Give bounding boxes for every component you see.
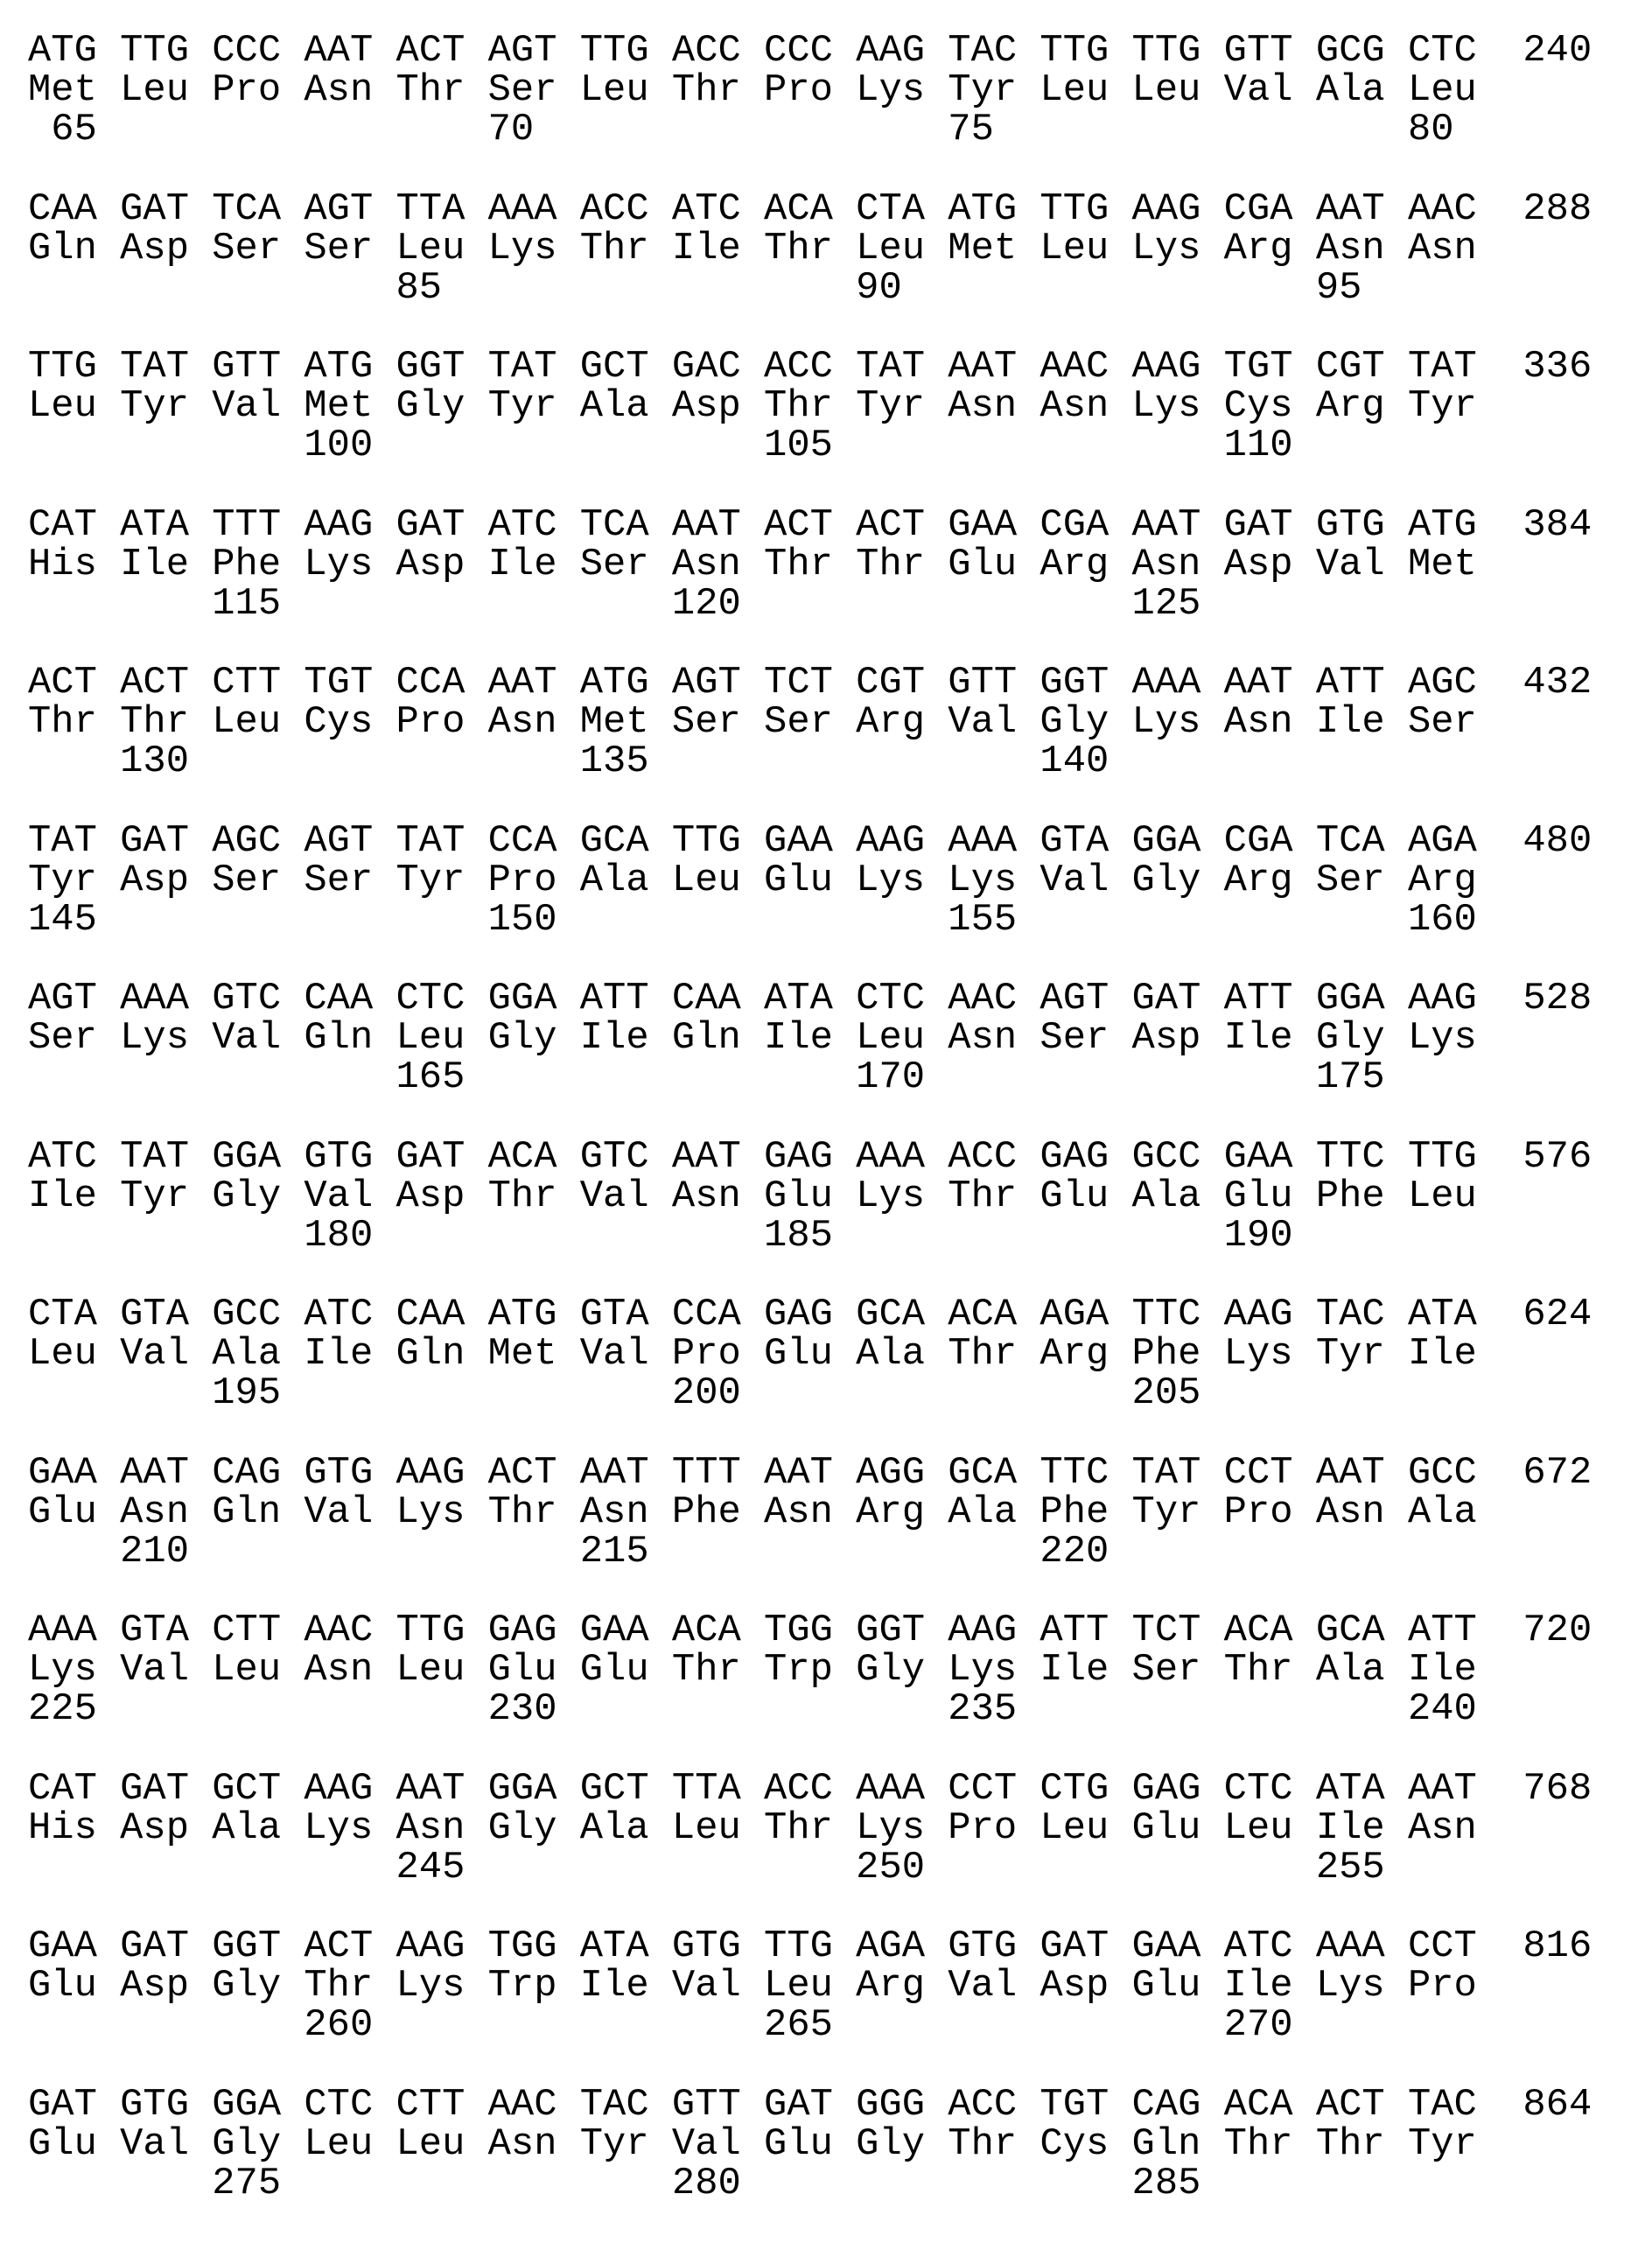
codon-line: GAA AAT CAG GTG AAG ACT AAT TTT AAT AGG GCA TTC TAT CCT AAT GCC 672 [28,1454,1592,1493]
sequence-block-12 [28,1770,1592,1928]
amino-acid-line: Gln Asp Ser Ser Leu Lys Thr Ile Thr Leu Met Leu Lys Arg Asn Asn [28,229,1592,269]
residue-number-line: 195 200 205 [28,1374,1592,1413]
nucleotide-position: 720 [1522,1609,1592,1652]
amino-acid-line: His Ile Phe Lys Asp Ile Ser Asn Thr Thr Glu Arg Asn Asp Val Met [28,545,1592,585]
codon-line: GAT GTG GGA CTC CTT AAC TAC GTT GAT GGG ACC TGT CAG ACA ACT TAC 864 [28,2085,1592,2125]
amino-acid-line: Glu Asp Gly Thr Lys Trp Ile Val Leu Arg Val Asp Glu Ile Lys Pro [28,1966,1592,2006]
sequence-block-1 [28,32,1592,190]
nucleotide-position: 576 [1522,1136,1592,1179]
residue-number-line: 85 90 95 [28,269,1592,308]
residue-number-line: 260 265 270 [28,2006,1592,2045]
amino-acid-line: Leu Val Ala Ile Gln Met Val Pro Glu Ala Thr Arg Phe Lys Tyr Ile [28,1335,1592,1374]
codon-line: CTA GTA GCC ATC CAA ATG GTA CCA GAG GCA ACA AGA TTC AAG TAC ATA 624 [28,1295,1592,1335]
residue-number-line: 115 120 125 [28,585,1592,624]
amino-acid-line: Leu Tyr Val Met Gly Tyr Ala Asp Thr Tyr Asn Asn Lys Cys Arg Tyr [28,387,1592,426]
nucleotide-position: 288 [1522,188,1592,231]
sequence-block-9 [28,1295,1592,1454]
residue-number-line: 210 215 220 [28,1532,1592,1572]
residue-number-line: 245 250 255 [28,1848,1592,1888]
nucleotide-position: 336 [1522,346,1592,389]
amino-acid-line: Glu Val Gly Leu Leu Asn Tyr Val Glu Gly Thr Cys Gln Thr Thr Tyr [28,2125,1592,2164]
codon-line: CAT GAT GCT AAG AAT GGA GCT TTA ACC AAA CCT CTG GAG CTC ATA AAT 768 [28,1770,1592,1809]
sequence-block-14 [28,2085,1592,2243]
residue-number-line: 145 150 155 160 [28,901,1592,940]
nucleotide-position: 768 [1522,1768,1592,1811]
residue-number-line: 100 105 110 [28,426,1592,466]
sequence-block-11 [28,1611,1592,1770]
amino-acid-line: Lys Val Leu Asn Leu Glu Glu Thr Trp Gly Lys Ile Ser Thr Ala Ile [28,1651,1592,1690]
residue-number-line: 180 185 190 [28,1216,1592,1256]
amino-acid-line: Glu Asn Gln Val Lys Thr Asn Phe Asn Arg Ala Phe Tyr Pro Asn Ala [28,1493,1592,1532]
nucleotide-position: 432 [1522,662,1592,704]
sequence-block-10 [28,1454,1592,1612]
nucleotide-position: 384 [1522,504,1592,547]
codon-line: CAA GAT TCA AGT TTA AAA ACC ATC ACA CTA ATG TTG AAG CGA AAT AAC 288 [28,190,1592,229]
residue-number-line: 130 135 140 [28,742,1592,782]
codon-line: ACT ACT CTT TGT CCA AAT ATG AGT TCT CGT GTT GGT AAA AAT ATT AGC 432 [28,663,1592,703]
nucleotide-position: 624 [1522,1293,1592,1336]
codon-line: ATG TTG CCC AAT ACT AGT TTG ACC CCC AAG TAC TTG TTG GTT GCG CTC 240 [28,32,1592,71]
amino-acid-line: Ile Tyr Gly Val Asp Thr Val Asn Glu Lys Thr Glu Ala Glu Phe Leu [28,1177,1592,1216]
sequence-block-13 [28,1927,1592,2085]
sequence-block-2 [28,190,1592,348]
nucleotide-position: 240 [1522,30,1592,73]
codon-line: CAT ATA TTT AAG GAT ATC TCA AAT ACT ACT GAA CGA AAT GAT GTG ATG 384 [28,506,1592,545]
residue-number-line: 225 230 235 240 [28,1690,1592,1729]
amino-acid-line: Thr Thr Leu Cys Pro Asn Met Ser Ser Arg Val Gly Lys Asn Ile Ser [28,703,1592,742]
sequence-block-8 [28,1138,1592,1296]
residue-number-line: 165 170 175 [28,1058,1592,1097]
codon-line: AGT AAA GTC CAA CTC GGA ATT CAA ATA CTC AAC AGT GAT ATT GGA AAG 528 [28,979,1592,1019]
nucleotide-position: 816 [1522,1925,1592,1968]
amino-acid-line: Ser Lys Val Gln Leu Gly Ile Gln Ile Leu Asn Ser Asp Ile Gly Lys [28,1019,1592,1058]
residue-number-line: 65 70 75 80 [28,110,1592,150]
codon-line: TAT GAT AGC AGT TAT CCA GCA TTG GAA AAG AAA GTA GGA CGA TCA AGA 480 [28,822,1592,861]
codon-line: TTG TAT GTT ATG GGT TAT GCT GAC ACC TAT AAT AAC AAG TGT CGT TAT 336 [28,347,1592,387]
nucleotide-position: 480 [1522,820,1592,863]
nucleotide-position: 864 [1522,2084,1592,2127]
sequence-block-4 [28,506,1592,664]
amino-acid-line: Tyr Asp Ser Ser Tyr Pro Ala Leu Glu Lys Lys Val Gly Arg Ser Arg [28,861,1592,901]
residue-number-line: 275 280 285 [28,2164,1592,2204]
sequence-block-6 [28,822,1592,980]
codon-line: ATC TAT GGA GTG GAT ACA GTC AAT GAG AAA ACC GAG GCC GAA TTC TTG 576 [28,1138,1592,1177]
sequence-listing [28,32,1592,2243]
nucleotide-position: 528 [1522,978,1592,1020]
codon-line: AAA GTA CTT AAC TTG GAG GAA ACA TGG GGT AAG ATT TCT ACA GCA ATT 720 [28,1611,1592,1651]
amino-acid-line: Met Leu Pro Asn Thr Ser Leu Thr Pro Lys Tyr Leu Leu Val Ala Leu [28,71,1592,110]
sequence-block-7 [28,979,1592,1138]
sequence-block-3 [28,347,1592,506]
nucleotide-position: 672 [1522,1452,1592,1495]
sequence-block-5 [28,663,1592,822]
codon-line: GAA GAT GGT ACT AAG TGG ATA GTG TTG AGA GTG GAT GAA ATC AAA CCT 816 [28,1927,1592,1966]
amino-acid-line: His Asp Ala Lys Asn Gly Ala Leu Thr Lys Pro Leu Glu Leu Ile Asn [28,1809,1592,1848]
